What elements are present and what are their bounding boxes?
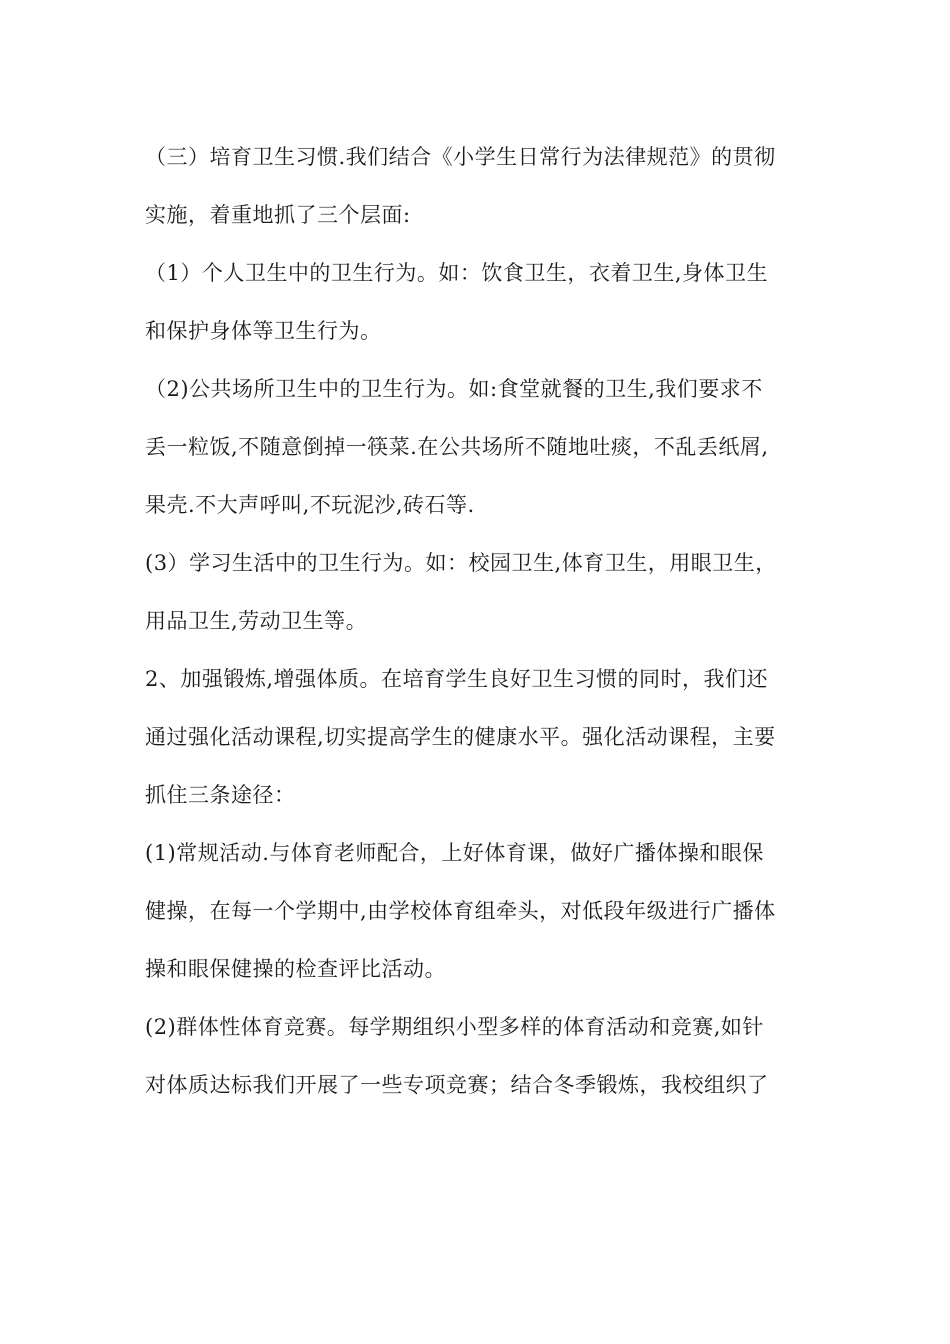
text-line: 操和眼保健操的检查评比活动。 (145, 957, 446, 981)
paragraph-exercise (145, 650, 815, 824)
paragraph-personal-hygiene (145, 244, 815, 360)
text-line: 果壳.不大声呼叫,不玩泥沙,砖石等. (145, 493, 475, 517)
text-line: （1）个人卫生中的卫生行为。如：饮食卫生，衣着卫生,身体卫生 (145, 261, 769, 285)
text-line: 用品卫生,劳动卫生等。 (145, 609, 368, 633)
text-line: 2、加强锻炼,增强体质。在培育学生良好卫生习惯的同时，我们还 (145, 667, 769, 691)
text-line: 丢一粒饭,不随意倒掉一筷菜.在公共场所不随地吐痰，不乱丢纸屑, (145, 435, 769, 459)
text-line: (1)常规活动.与体育老师配合，上好体育课，做好广播体操和眼保 (145, 841, 764, 865)
paragraph-routine-activities (145, 824, 815, 998)
text-line: (2)群体性体育竞赛。每学期组织小型多样的体育活动和竞赛,如针 (145, 1015, 764, 1039)
paragraph-study-hygiene (145, 534, 815, 650)
text-line: 抓住三条途径： (145, 783, 296, 807)
text-line: (3）学习生活中的卫生行为。如：校园卫生,体育卫生，用眼卫生， (145, 551, 777, 575)
document-body (145, 128, 815, 1114)
text-line: 通过强化活动课程,切实提高学生的健康水平。强化活动课程，主要 (145, 725, 776, 749)
text-line: 实施，着重地抓了三个层面: (145, 203, 411, 227)
paragraph-hygiene-habits (145, 128, 815, 244)
text-line: （2)公共场所卫生中的卫生行为。如:食堂就餐的卫生,我们要求不 (145, 377, 763, 401)
paragraph-public-hygiene (145, 360, 815, 534)
text-line: 和保护身体等卫生行为。 (145, 319, 382, 343)
text-line: 健操，在每一个学期中,由学校体育组牵头，对低段年级进行广播体 (145, 899, 776, 923)
paragraph-group-competitions (145, 998, 815, 1114)
text-line: （三）培育卫生习惯.我们结合《小学生日常行为法律规范》的贯彻 (145, 145, 776, 169)
text-line: 对体质达标我们开展了一些专项竞赛；结合冬季锻炼，我校组织了 (145, 1073, 769, 1097)
